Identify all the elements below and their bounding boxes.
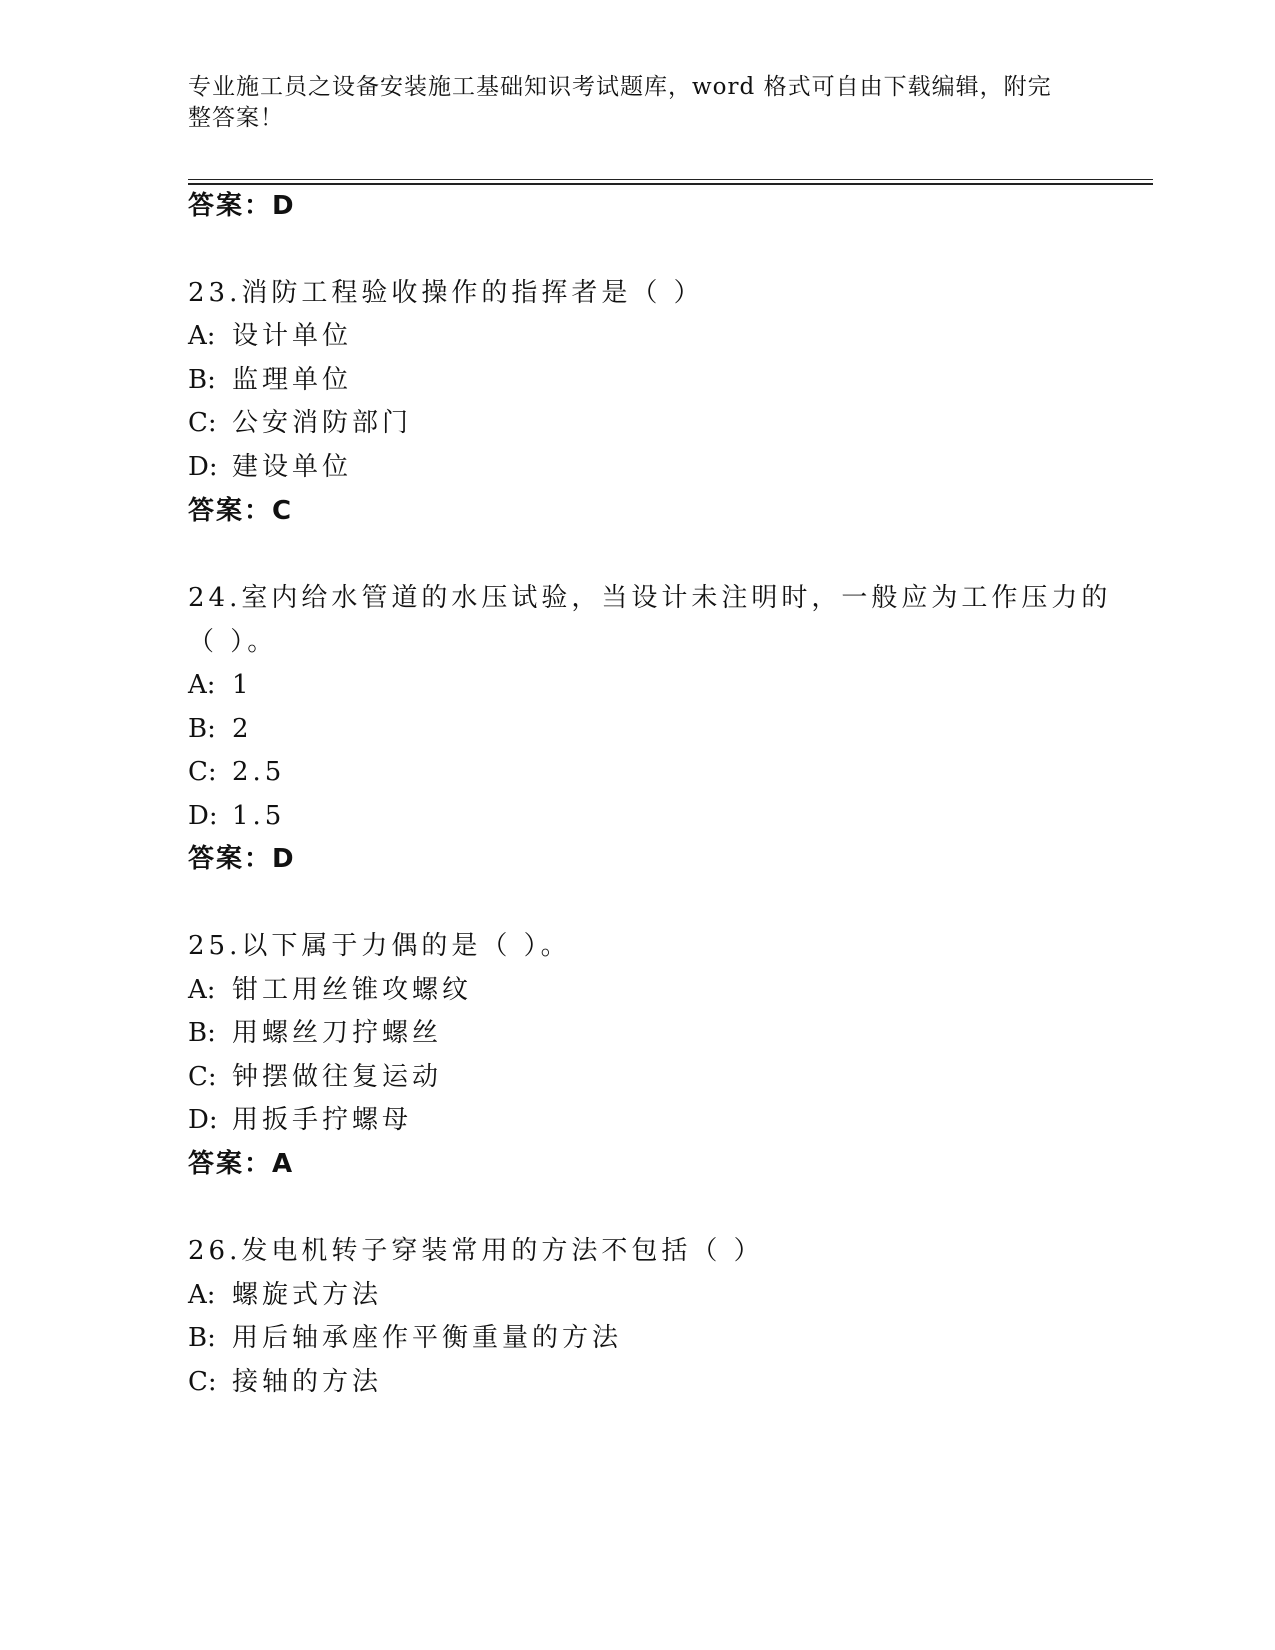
answer-22: 答案：D xyxy=(188,191,296,221)
option-text: 公安消防部门 xyxy=(232,408,413,438)
header-line-2: 整答案！ xyxy=(188,105,284,131)
option-23-b xyxy=(188,365,352,395)
option-23-d xyxy=(188,452,352,482)
option-key: A: xyxy=(188,670,216,700)
option-key: B: xyxy=(188,1018,216,1048)
option-key: B: xyxy=(188,1323,216,1353)
option-key: D: xyxy=(188,452,218,482)
option-24-c xyxy=(188,757,285,787)
option-key: C: xyxy=(188,757,217,787)
option-key: B: xyxy=(188,714,216,744)
option-key: A: xyxy=(188,321,216,351)
option-key: A: xyxy=(188,975,216,1005)
header-rule-thin xyxy=(188,179,1153,180)
option-text: 钳工用丝锥攻螺纹 xyxy=(232,975,473,1005)
option-24-a xyxy=(188,670,253,700)
option-25-c xyxy=(188,1062,442,1092)
option-text: 用螺丝刀拧螺丝 xyxy=(232,1018,443,1048)
question-24-line-2: （ ）。 xyxy=(188,627,278,657)
option-26-b xyxy=(188,1323,622,1353)
option-text: 螺旋式方法 xyxy=(232,1280,383,1310)
option-text: 1 xyxy=(232,670,253,700)
option-key: D: xyxy=(188,1105,218,1135)
option-23-a xyxy=(188,321,352,351)
option-text: 钟摆做往复运动 xyxy=(232,1062,443,1092)
option-text: 建设单位 xyxy=(232,452,353,482)
option-24-d xyxy=(188,801,285,831)
option-24-b xyxy=(188,714,253,744)
option-key: A: xyxy=(188,1280,216,1310)
answer-24: 答案：D xyxy=(188,844,296,874)
option-text: 用后轴承座作平衡重量的方法 xyxy=(232,1323,623,1353)
option-key: C: xyxy=(188,1367,217,1397)
question-25: 25.以下属于力偶的是（ ）。 xyxy=(188,931,571,961)
option-23-c xyxy=(188,408,412,438)
answer-25: 答案：A xyxy=(188,1149,295,1179)
question-24-line-1: 24.室内给水管道的水压试验，当设计未注明时，一般应为工作压力的 xyxy=(188,583,1112,613)
option-key: C: xyxy=(188,1062,217,1092)
option-key: D: xyxy=(188,801,218,831)
option-text: 接轴的方法 xyxy=(232,1367,383,1397)
question-23: 23.消防工程验收操作的指挥者是（ ） xyxy=(188,278,704,308)
option-25-a xyxy=(188,975,472,1005)
header-rule-thick xyxy=(188,183,1153,185)
option-25-b xyxy=(188,1018,442,1048)
answer-23: 答案：C xyxy=(188,496,294,526)
option-26-a xyxy=(188,1280,382,1310)
option-key: C: xyxy=(188,408,217,438)
document-header xyxy=(188,72,1068,134)
option-text: 2 xyxy=(232,714,253,744)
option-text: 用扳手拧螺母 xyxy=(232,1105,413,1135)
option-text: 1.5 xyxy=(232,801,286,831)
question-26: 26.发电机转子穿装常用的方法不包括（ ） xyxy=(188,1236,764,1266)
option-text: 设计单位 xyxy=(232,321,353,351)
option-25-d xyxy=(188,1105,412,1135)
option-text: 2.5 xyxy=(232,757,286,787)
header-line-1: 专业施工员之设备安装施工基础知识考试题库，word 格式可自由下载编辑，附完 xyxy=(188,74,1052,100)
option-text: 监理单位 xyxy=(232,365,353,395)
option-key: B: xyxy=(188,365,216,395)
option-26-c xyxy=(188,1367,382,1397)
